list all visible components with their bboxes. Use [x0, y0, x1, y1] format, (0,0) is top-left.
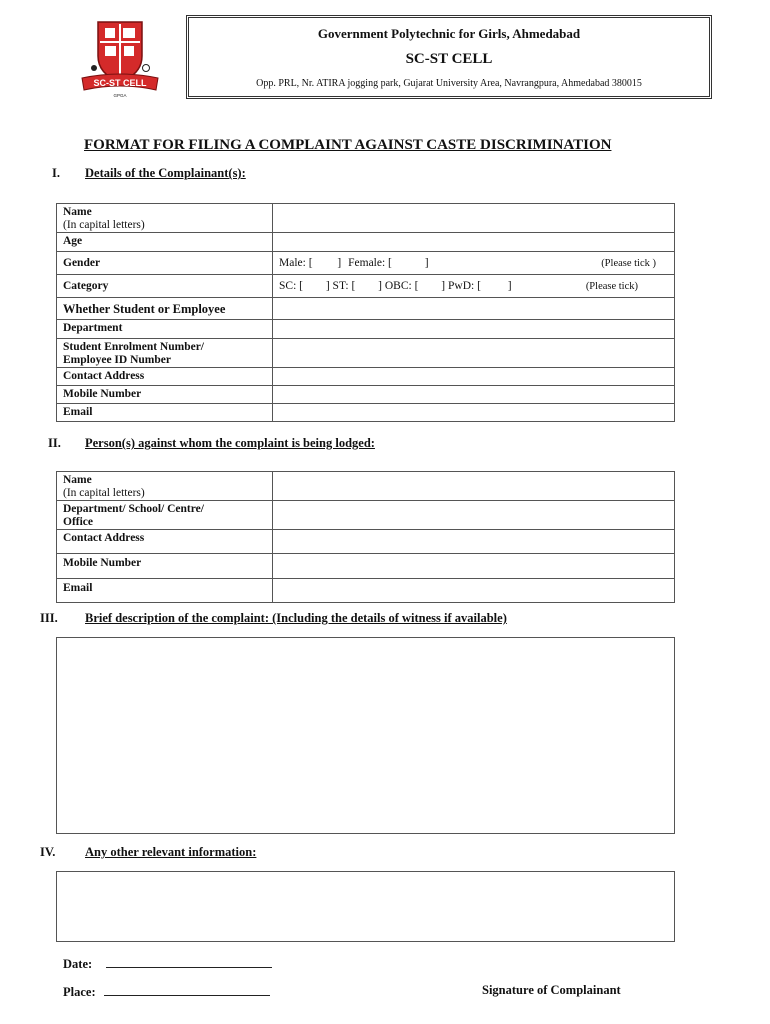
section-2-title: Person(s) against whom the complaint is being lodged:: [85, 436, 375, 450]
email-label: Email: [57, 404, 273, 422]
category-obc-option[interactable]: ] OBC: [: [378, 280, 419, 292]
complainant-details-table: [56, 203, 675, 422]
section-4-number: IV.: [40, 845, 56, 859]
institution-name: Government Polytechnic for Girls, Ahmedabad: [317, 26, 581, 41]
table-row: [57, 233, 675, 252]
gender-tick-note: (Please tick ): [601, 258, 656, 269]
institution-address: Opp. PRL, Nr. ATIRA jogging park, Gujarat University Area, Navrangpura, Ahmedabad 380015: [256, 78, 642, 89]
gender-male-option[interactable]: Male: [: [279, 257, 313, 269]
department-field[interactable]: [273, 320, 675, 339]
section-2-number: II.: [48, 436, 61, 450]
table-row: [57, 368, 675, 386]
table-row: [57, 204, 675, 233]
table-row: [57, 275, 675, 298]
category-sc-option[interactable]: SC: [: [279, 280, 303, 292]
other-information-box[interactable]: [56, 871, 675, 942]
department-label: Department: [57, 320, 273, 339]
table-row: [57, 404, 675, 422]
section-4-title: Any other relevant information:: [85, 845, 257, 859]
category-st-option[interactable]: ] ST: [: [325, 280, 356, 292]
age-label: Age: [57, 233, 273, 252]
mobile-label: Mobile Number: [57, 386, 273, 404]
respondent-details-table: [56, 471, 675, 603]
cell-name: SC-ST CELL: [405, 51, 493, 67]
respondent-name-label: Name (In capital letters): [57, 472, 273, 501]
table-row: [57, 530, 675, 554]
table-row: [57, 320, 675, 339]
category-pwd-option[interactable]: ] PwD: [: [441, 280, 481, 292]
table-row: [57, 386, 675, 404]
table-row: [57, 339, 675, 368]
respondent-email-label: Email: [57, 579, 273, 603]
logo-banner-text: SC-ST CELL: [93, 78, 147, 88]
table-row: [57, 472, 675, 501]
place-label: Place:: [63, 985, 96, 999]
date-line[interactable]: [106, 957, 272, 968]
respondent-email-field[interactable]: [273, 579, 675, 603]
name-field[interactable]: [273, 204, 675, 233]
email-field[interactable]: [273, 404, 675, 422]
table-row: [57, 298, 675, 320]
category-field[interactable]: SC: [ ] ST: [ ] OBC: [ ] PwD: [ ] (Please tick): [273, 275, 675, 298]
section-3-title: Brief description of the complaint: (Including the details of witness if available): [85, 611, 507, 625]
student-or-employee-label: Whether Student or Employee: [57, 298, 273, 320]
contact-address-field[interactable]: [273, 368, 675, 386]
mobile-field[interactable]: [273, 386, 675, 404]
contact-address-label: Contact Address: [57, 368, 273, 386]
respondent-name-field[interactable]: [273, 472, 675, 501]
section-1-number: I.: [52, 166, 60, 180]
sc-st-cell-logo: [78, 16, 162, 100]
student-or-employee-field[interactable]: [273, 298, 675, 320]
enrolment-label: Student Enrolment Number/ Employee ID Number: [57, 339, 273, 368]
table-row: [57, 252, 675, 275]
table-row: [57, 501, 675, 530]
date-row: [63, 955, 272, 973]
name-label: Name (In capital letters): [57, 204, 273, 233]
complaint-description-box[interactable]: [56, 637, 675, 834]
header-box: [186, 15, 712, 99]
table-row: [57, 554, 675, 579]
form-title: FORMAT FOR FILING A COMPLAINT AGAINST CASTE DISCRIMINATION: [84, 137, 612, 153]
gender-label: Gender: [57, 252, 273, 275]
section-3-number: III.: [40, 611, 58, 625]
respondent-department-field[interactable]: [273, 501, 675, 530]
enrolment-field[interactable]: [273, 339, 675, 368]
respondent-mobile-label: Mobile Number: [57, 554, 273, 579]
respondent-mobile-field[interactable]: [273, 554, 675, 579]
place-line[interactable]: [104, 985, 270, 996]
respondent-contact-address-label: Contact Address: [57, 530, 273, 554]
gender-field[interactable]: Male: [ ] Female: [ ] (Please tick ): [273, 252, 675, 275]
category-label: Category: [57, 275, 273, 298]
respondent-name-note: (In capital letters): [63, 487, 145, 499]
name-note: (In capital letters): [63, 219, 145, 231]
place-row: [63, 983, 270, 1001]
signature-label: Signature of Complainant: [482, 983, 621, 997]
logo-sub-text: GPGA: [113, 93, 127, 98]
age-field[interactable]: [273, 233, 675, 252]
category-tick-note: (Please tick): [585, 281, 638, 292]
date-label: Date:: [63, 957, 93, 971]
respondent-department-label: Department/ School/ Centre/ Office: [57, 501, 273, 530]
respondent-contact-address-field[interactable]: [273, 530, 675, 554]
section-1-title: Details of the Complainant(s):: [85, 166, 246, 180]
table-row: [57, 579, 675, 603]
gender-female-option[interactable]: Female: [: [348, 257, 392, 269]
